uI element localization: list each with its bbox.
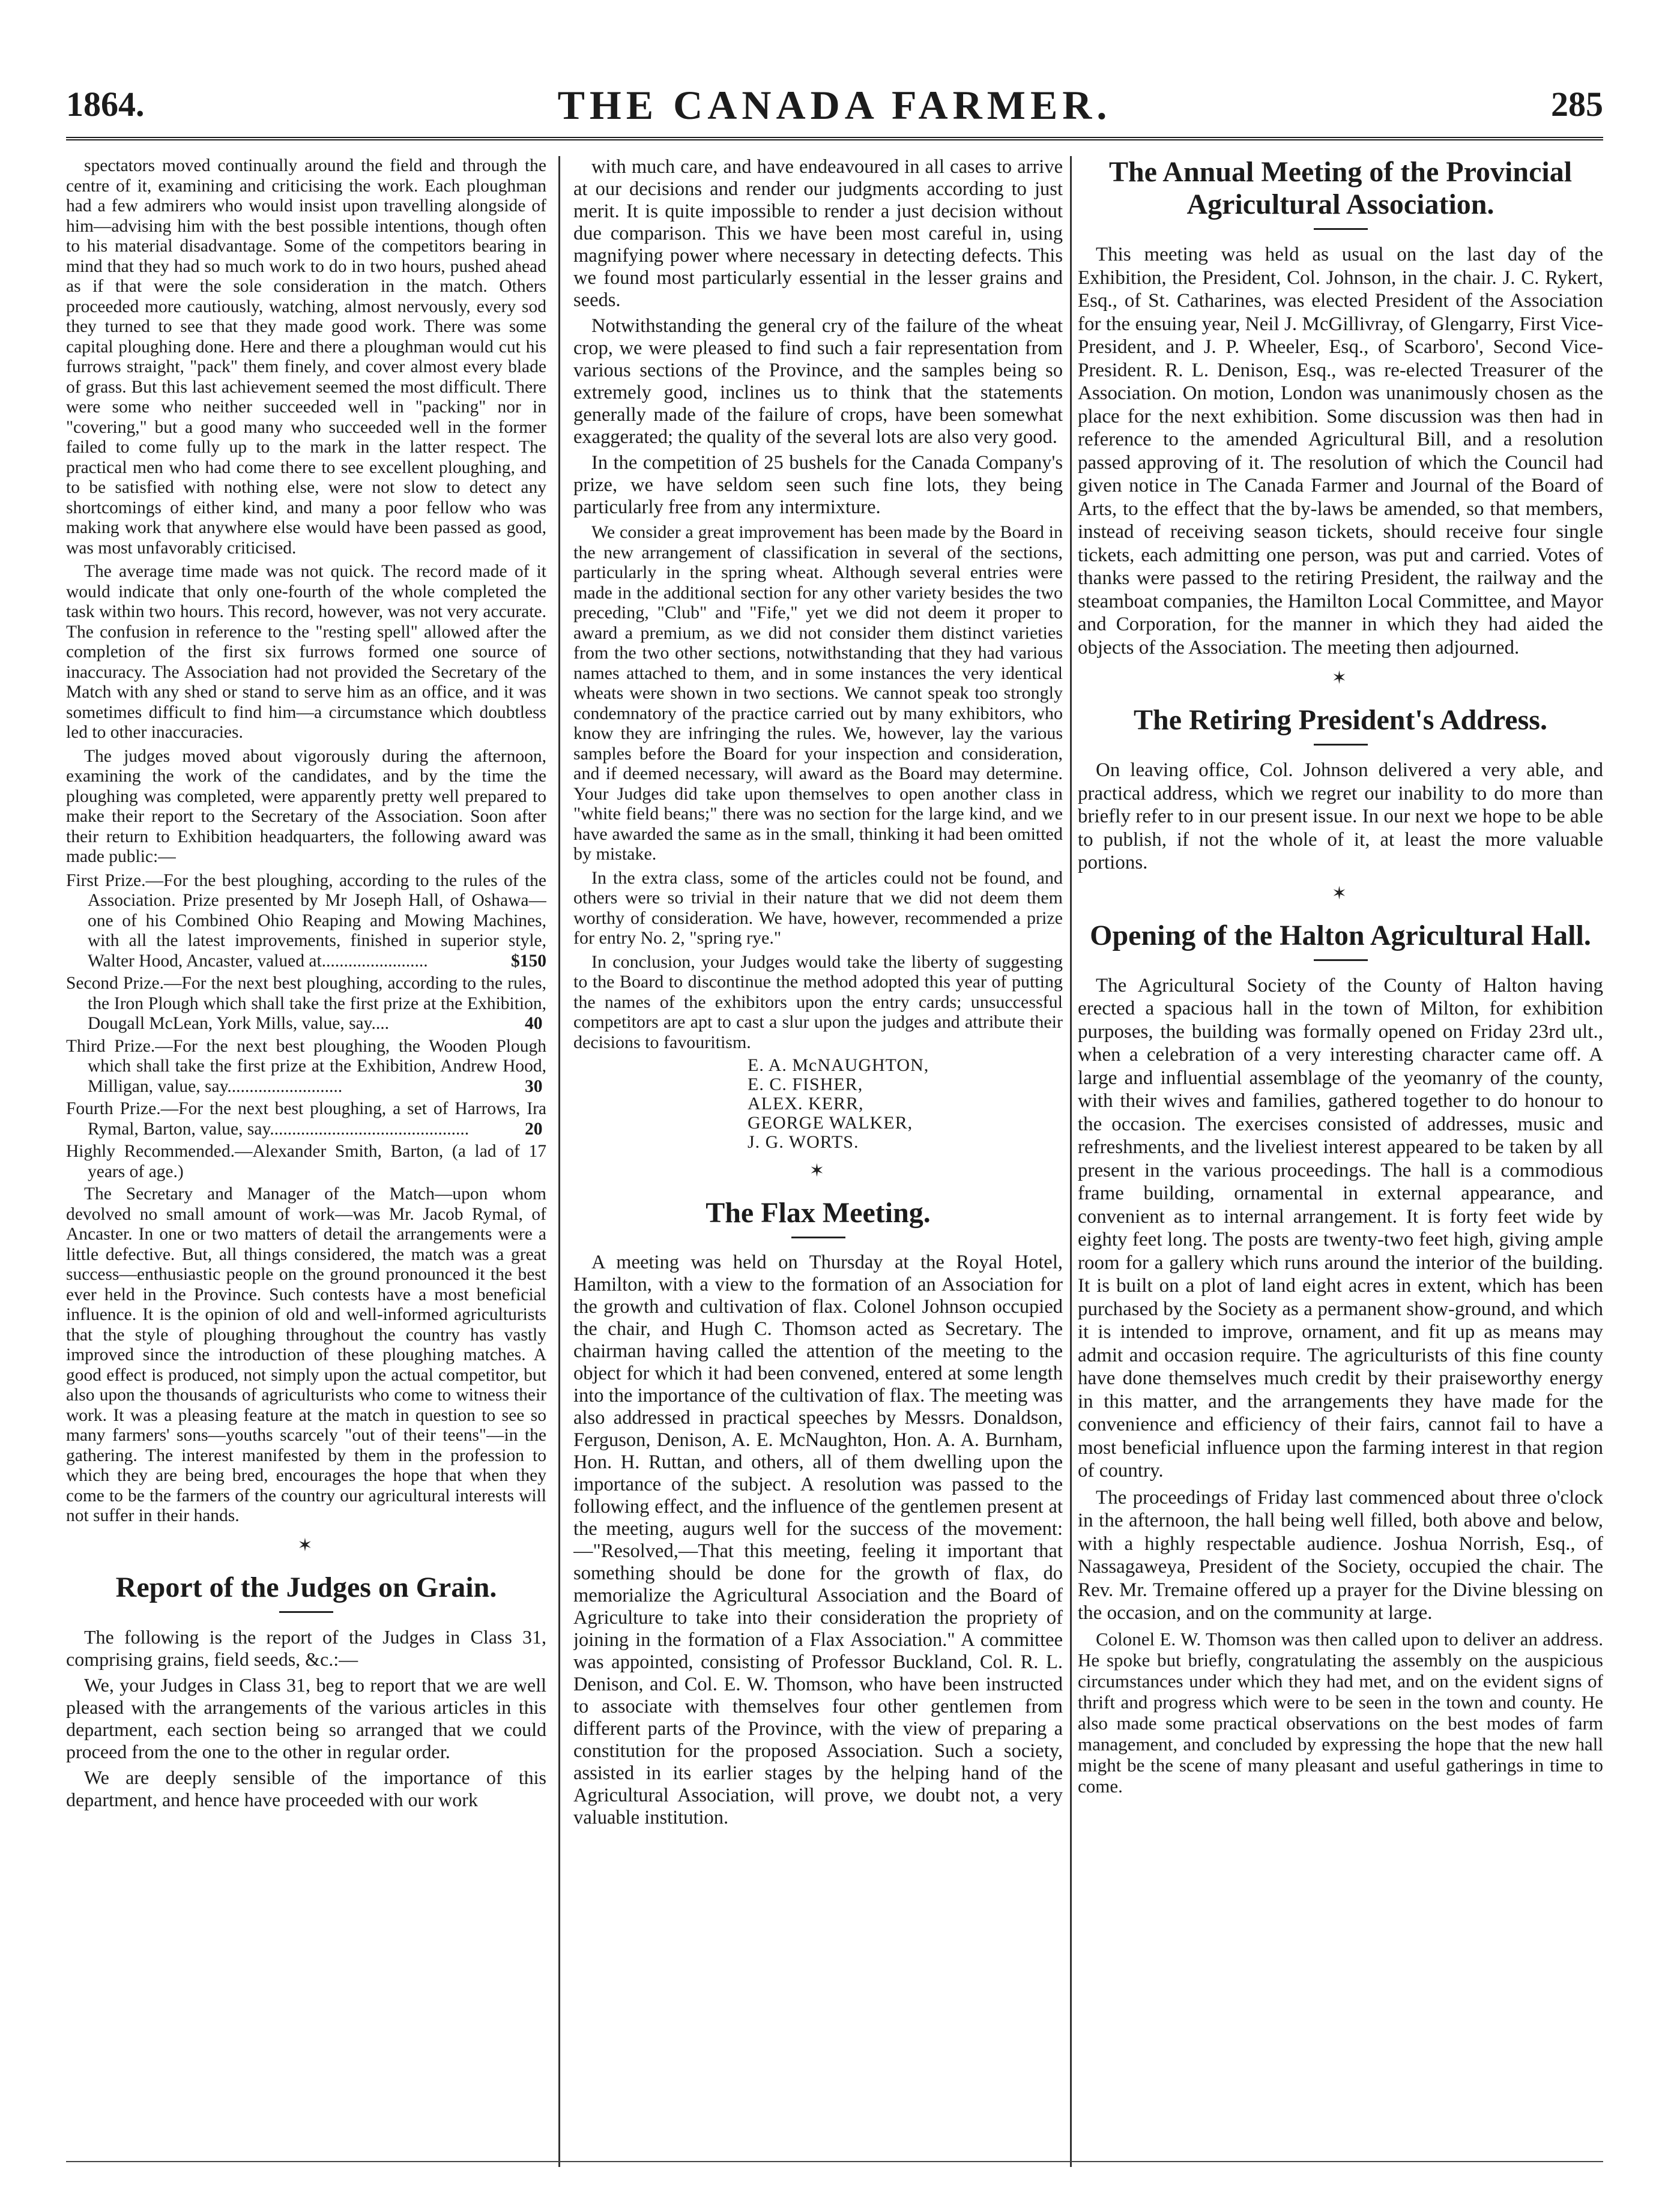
prize-text: First Prize.—For the best ploughing, according to the rules of the Association. Prize presented by Mr Joseph Hall, of Oshawa—one of his Combined Ohio Reaping and Mowing Machines, with all the latest improvements, finished in superior style, Walter Hood, Ancaster, valued at........................ — [66, 870, 546, 971]
signature-line: ALEX. KERR, — [748, 1094, 864, 1114]
heading-rule — [791, 1237, 845, 1238]
article-paragraph: The average time made was not quick. The record made of it would indicate that only one-fourth of the whole completed the task within two hours. This record, however, was not very accurate. The confusion in reference to the "resting spell" allowed after the completion of the first six furrows formed one source of inaccuracy. The Association had not provided the Secretary of the Match with any shed or stand to serve him as an office, and it was sometimes difficult to find him—a circumstance which doubtless led to other inaccuracies. — [66, 562, 546, 742]
heading-rule — [279, 1611, 333, 1613]
prize-entry — [66, 1142, 546, 1182]
article-paragraph: The judges moved about vigorously during the afternoon, examining the work of the candidates, and by the time the ploughing was completed, were apparently pretty well prepared to make their report to the Secretary of the Association. Soon after their return to Exhibition headquarters, the following award was made public:— — [66, 746, 546, 866]
newspaper-title: THE CANADA FARMER. — [557, 82, 1112, 128]
section-ornament: ✶ — [1331, 668, 1350, 688]
article-paragraph: We are deeply sensible of the importance of this department, and hence have proceeded with our work — [66, 1766, 546, 1810]
heading-rule — [1314, 959, 1368, 961]
prize-entry — [66, 871, 546, 972]
prize-text: Highly Recommended.—Alexander Smith, Barton, (a lad of 17 years of age.) — [66, 1142, 546, 1181]
section-heading: Report of the Judges on Grain. — [115, 1571, 497, 1603]
article-paragraph: We consider a great improvement has been made by the Board in the new arrangement of classification in several of the sections, particularly in the spring wheat. Although several entries were made in the additional section for any other variety besides the two preceding, "Club" and "Fife," yet we did not deem it proper to award a premium, as we did not consider them distinct varieties from the two other sections, notwithstanding that they had various names attached to them, and in some instances the very identical wheats were shown in two sections. We cannot speak too strongly condemnatory of the practice carried out by many exhibitors, who know they are infringing the rules. We, however, lay the various samples before the Board for your inspection and consideration, and if deemed necessary, will award as the Board may determine. Your Judges did take upon themselves to open another class in "white field beans;" there was no section for the large kind, and we have awarded the same as in the small, thinking it had been omitted by mistake. — [573, 522, 1063, 864]
article-paragraph: A meeting was held on Thursday at the Royal Hotel, Hamilton, with a view to the formation of an Association for the growth and cultivation of flax. Colonel Johnson occupied the chair, and Hugh C. Thomson acted as Secretary. The chairman having called the attention of the meeting to the object for which it had been convened, entered at some length into the importance of the cultivation of flax. The meeting was also addressed in practical speeches by Messrs. Donaldson, Ferguson, Denison, A. E. McNaughton, Hon. A. A. Burnham, Hon. H. Ruttan, and others, all of them dwelling upon the importance of the subject. A resolution was passed to the following effect, and the influence of the gentlemen present at the meeting, augurs well for the success of the movement:—"Resolved,—That this meeting, feeling it important that something should be done for the growth of flax, do memorialize the Agricultural Association and the Board of Agriculture to take into their consideration the propriety of joining in the formation of a Flax Association." A committee was appointed, consisting of Professor Buckland, Col. R. L. Denison, and Col. E. W. Thomson, who have been instructed to associate with themselves four other gentlemen from different parts of the Province, with the view of preparing a constitution for the proposed Association. Such a society, assisted in its earlier stages by the helping hand of the Agricultural Association, will prove, we doubt not, a very valuable institution. — [573, 1252, 1063, 1828]
page-bottom-rule — [66, 2161, 1603, 2162]
article-paragraph: We, your Judges in Class 31, beg to report that we are well pleased with the arrangements of the various articles in this department, each section being so arranged that we could proceed from the one to the other in regular order. — [66, 1674, 546, 1762]
article-paragraph: In the extra class, some of the articles could not be found, and others were so trivial in their nature that we did not deem them worthy of consideration. We have, however, recommended a prize for entry No. 2, "spring rye." — [573, 867, 1063, 948]
section-ornament: ✶ — [297, 1535, 315, 1555]
signature-line: E. A. McNAUGHTON, — [748, 1055, 929, 1075]
heading-rule — [1314, 228, 1368, 230]
article-paragraph: On leaving office, Col. Johnson delivered a very able, and practical address, which we regret our inability to do more than briefly refer to in our present issue. In our next we hope to be able to publish, if not the whole of it, at least the more valuable portions. — [1078, 759, 1603, 873]
column-divider — [1070, 156, 1072, 2167]
signature-line: J. G. WORTS. — [748, 1132, 859, 1152]
section-heading: Opening of the Halton Agricultural Hall. — [1090, 919, 1591, 951]
prize-entry: Second Prize.—For the next best ploughing, according to the rules, the Iron Plough which shall take the first prize at the Exhibition, Dougall McLean, York Mills, value, say.... 40 — [66, 974, 546, 1033]
section-heading: The Retiring President's Address. — [1134, 704, 1547, 736]
masthead — [66, 71, 1603, 140]
article-paragraph: Colonel E. W. Thomson was then called upon to deliver an address. He spoke but briefly, congratulating the assembly on the auspicious circumstances under which they had met, and on the evident signs of thrift and progress which were to be seen in the town and county. He also made some practical observations on the best modes of farm management, and concluded by expressing the hope that the new hall might be the scene of many pleasant and useful gatherings in time to come. — [1078, 1628, 1603, 1797]
article-paragraph: spectators moved continually around the field and through the centre of it, examining and criticising the work. Each ploughman had a few admirers who would insist upon travelling alongside of him—advising him with the best possible intentions, though often to his material disadvantage. Some of the competitors bearing in mind that they had so much work to do in two hours, pushed ahead as if that were the sole consideration in the match. Others proceeded more cautiously, watching, almost nervously, every sod they turned to see that they made good work. There was some capital ploughing done. Here and there a ploughman would cut his furrows straight, "pack" them finely, and cover almost every blade of grass. But this last achievement seemed the most difficult. There were some who neither succeeded well in "packing" nor in "covering," but a good many who succeeded well in the former failed to come fully up to the mark in the latter respect. The practical men who had come there to see excellent ploughing, and to be satisfied with nothing else, were not slow to detect any shortcomings of either kind, and many a poor fellow who was making work that anywhere else would have been passed as good, was most unfavorably criticised. — [66, 156, 546, 558]
article-paragraph: The Secretary and Manager of the Match—upon whom devolved no small amount of work—was Mr. Jacob Rymal, of Ancaster. In one or two matters of detail the arrangements were a little defective. But, all things considered, the match was a great success—enthusiastic people on the ground pronounced it the best ever held in the Province. Such contests have a most beneficial influence. It is the opinion of old and well-informed agriculturists that the style of ploughing throughout the country has vastly improved since the introduction of these ploughing matches. A good effect is produced, not simply upon the actual competitor, but also upon the thousands of agriculturists who come to witness their work. It was a pleasing feature at the match in question to see so many farmers' sons—youths scarcely "out of their teens"—in the gathering. The interest manifested by them in the profession to which they are being bred, encourages the hope that when they come to be the farmers of the country our agricultural interests will not suffer in their hands. — [66, 1184, 546, 1525]
section-heading: The Flax Meeting. — [706, 1197, 931, 1229]
article-paragraph: Notwithstanding the general cry of the failure of the wheat crop, we were pleased to find such a fair representation from various sections of the Province, and the samples being so extremely good, inclines us to think that the statements generally made of the failure of crops, have been somewhat exaggerated; the quality of the several lots are also very good. — [573, 315, 1063, 448]
article-paragraph: In conclusion, your Judges would take the liberty of suggesting to the Board to discontinue the method adopted this year of putting the names of the exhibitors upon the entry cards; unsuccessful competitors are apt to cast a slur upon the judges and attribute their decisions to favouritism. — [573, 951, 1063, 1052]
signature-line: E. C. FISHER, — [748, 1074, 863, 1094]
issue-year: 1864. — [66, 85, 145, 124]
section-ornament: ✶ — [809, 1161, 827, 1181]
prize-entry: Third Prize.—For the next best ploughing, the Wooden Plough which shall take the first prize at the Exhibition, Andrew Hood, Milligan, value, say.......................... 30 — [66, 1036, 546, 1096]
prize-amount: $150 — [511, 951, 546, 971]
signature-line: GEORGE WALKER, — [748, 1113, 913, 1133]
column-2 — [573, 156, 1063, 2167]
page-number: 285 — [1551, 85, 1603, 124]
section-ornament: ✶ — [1331, 883, 1350, 903]
article-paragraph: with much care, and have endeavoured in all cases to arrive at our decisions and render our judgments according to just merit. It is quite impossible to render a just decision without due comparison. This we have been most careful in, using magnifying power where necessary in detecting defects. This we found most particularly essential in the lesser grains and seeds. — [573, 156, 1063, 311]
article-paragraph: The proceedings of Friday last commenced about three o'clock in the afternoon, the hall being well filled, both above and below, with a highly respectable audience. Joshua Norrish, Esq., of Nassagaweya, President of the Society, occupied the chair. The Rev. Mr. Tremaine offered up a prayer for the Divine blessing on the occasion, and on the community at large. — [1078, 1486, 1603, 1624]
article-paragraph: The Agricultural Society of the County of Halton having erected a spacious hall in the town of Milton, for exhibition purposes, the building was formally opened on Friday 23rd ult., when a celebration of a very interesting character came off. A large and influential assemblage of the yeomanry of the county, with their wives and families, gathered together to do honour to the occasion. The exercises consisted of addresses, music and refreshments, and the liveliest interest appeared to be taken by all present in the various proceedings. The hall is a commodious frame building, ornamental in external appearance, and convenient as to internal arrangement. It is forty feet wide by eighty feet long. The posts are twenty-two feet high, giving ample room for a gallery which runs around the interior of the building. It is built on a plot of land eight acres in extent, which has been purchased by the Society as a permanent show-ground, and which it is intended to improve, ornament, and fit up as means may admit and occasion require. The agriculturists of this fine county have done themselves much credit by their praiseworthy energy in this matter, and the arrangements they have made for the convenience and efficiency of their fairs, cannot fail to have a most beneficial influence upon the farming interest in that region of country. — [1078, 974, 1603, 1481]
column-1 — [66, 156, 546, 2167]
column-3 — [1078, 156, 1603, 2167]
prize-entry: Fourth Prize.—For the next best ploughing, a set of Harrows, Ira Rymal, Barton, value, say............................................. 20 — [66, 1099, 546, 1139]
prize-text: Fourth Prize.—For the next best ploughing, a set of Harrows, Ira Rymal, Barton, value, say............................................. — [66, 1099, 546, 1139]
article-paragraph: In the competition of 25 bushels for the Canada Company's prize, we have seldom seen such fine lots, they being particularly free from any intermixture. — [573, 452, 1063, 518]
article-paragraph: The following is the report of the Judges in Class 31, comprising grains, field seeds, &c.:— — [66, 1626, 546, 1670]
prize-text: Second Prize.—For the next best ploughing, according to the rules, the Iron Plough which shall take the first prize at the Exhibition, Dougall McLean, York Mills, value, say.... — [66, 974, 546, 1033]
heading-rule — [1314, 744, 1368, 746]
judges-signatures — [748, 1056, 1063, 1152]
column-divider — [558, 156, 560, 2167]
prize-text: Third Prize.—For the next best ploughing, the Wooden Plough which shall take the first prize at the Exhibition, Andrew Hood, Milligan, value, say.......................... — [66, 1036, 546, 1096]
section-heading: The Annual Meeting of the Provincial Agricultural Association. — [1108, 156, 1573, 220]
article-paragraph: This meeting was held as usual on the last day of the Exhibition, the President, Col. Johnson, in the chair. J. C. Rykert, Esq., of St. Catharines, was elected President of the Association for the ensuing year, Neil J. McGillivray, of Glengarry, First Vice-President, and J. P. Wheeler, Esq., of Scarboro', Second Vice-President. R. L. Denison, Esq., was re-elected Treasurer of the Association. On motion, London was unanimously chosen as the place for the next exhibition. Some discussion was then had in reference to the amended Agricultural Bill, and a resolution passed approving of it. The resolution of which the Council had given notice in The Canada Farmer and Journal of the Board of Arts, to the effect that the by-laws be amended, so that members, instead of receiving season tickets, should receive four single tickets, each admitting one person, was put and carried. Votes of thanks were passed to the retiring President, the railway and the steamboat companies, the Hamilton Local Committee, and Mayor and Corporation, for the manner in which they had aided the objects of the Association. The meeting then adjourned. — [1078, 244, 1603, 658]
